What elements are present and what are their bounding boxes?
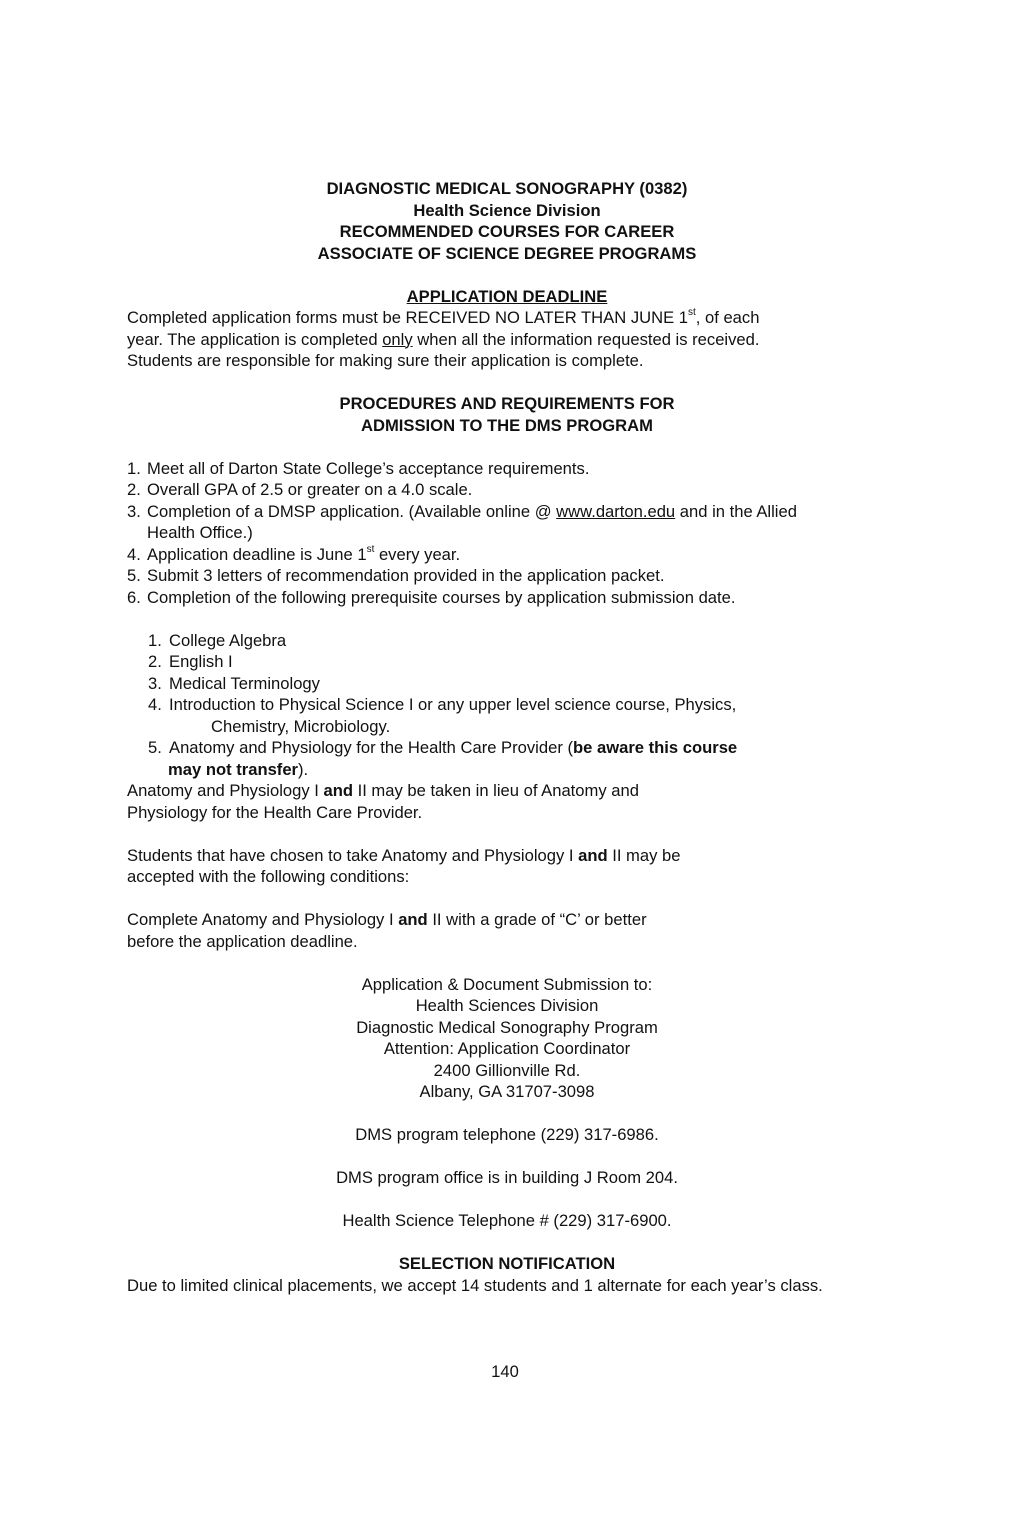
requirement-item: 2. Overall GPA of 2.5 or greater on a 4.0 scale. bbox=[127, 480, 473, 499]
grade-requirement: before the application deadline. bbox=[127, 931, 358, 951]
darton-link[interactable]: www.darton.edu bbox=[556, 501, 676, 521]
address-line: Attention: Application Coordinator bbox=[383, 1039, 631, 1058]
document-title: DIAGNOSTIC MEDICAL SONOGRAPHY (0382) bbox=[326, 179, 688, 198]
dms-phone: DMS program telephone (229) 317-6986. bbox=[355, 1125, 659, 1144]
selection-heading: SELECTION NOTIFICATION bbox=[398, 1254, 616, 1273]
requirement-item: 1. Meet all of Darton State College’s acceptance requirements. bbox=[127, 458, 590, 478]
address-line: 2400 Gillionville Rd. bbox=[433, 1060, 581, 1080]
lieu-note: Physiology for the Health Care Provider. bbox=[127, 802, 423, 822]
address-line: Albany, GA 31707-3098 bbox=[419, 1082, 595, 1101]
selection-text: Due to limited clinical placements, we accept 14 students and 1 alternate for each year’s class. bbox=[127, 1275, 823, 1295]
conditions-note: Students that have chosen to take Anatomy and Physiology I and II may be bbox=[127, 845, 681, 865]
address-line: Application & Document Submission to: bbox=[361, 974, 653, 994]
deadline-heading: APPLICATION DEADLINE bbox=[406, 286, 608, 306]
requirement-item: 4. Application deadline is June 1st every year. bbox=[127, 543, 461, 564]
prerequisite-item: 5. Anatomy and Physiology for the Health Care Provider (be aware this course bbox=[148, 738, 738, 757]
document-page bbox=[127, 178, 887, 1296]
division-name: Health Science Division bbox=[413, 200, 601, 220]
prerequisite-item: 3. Medical Terminology bbox=[148, 673, 320, 693]
prerequisite-item-continuation: may not transfer). bbox=[168, 759, 309, 779]
subtitle-line: ASSOCIATE OF SCIENCE DEGREE PROGRAMS bbox=[317, 243, 697, 263]
address-line: Diagnostic Medical Sonography Program bbox=[356, 1017, 658, 1037]
deadline-line: Students are responsible for making sure their application is complete. bbox=[127, 351, 644, 370]
requirement-item-continuation: Health Office.) bbox=[147, 523, 253, 542]
prerequisite-item: 2. English I bbox=[148, 652, 233, 671]
prerequisite-list bbox=[127, 630, 887, 781]
subtitle-line: RECOMMENDED COURSES FOR CAREER bbox=[339, 222, 675, 241]
page-number: 140 bbox=[491, 1362, 519, 1381]
deadline-line: year. The application is completed only when all the information requested is received. bbox=[127, 329, 760, 349]
lieu-note: Anatomy and Physiology I and II may be taken in lieu of Anatomy and bbox=[127, 781, 639, 800]
dms-office: DMS program office is in building J Room 204. bbox=[336, 1168, 678, 1187]
requirement-item: 5. Submit 3 letters of recommendation provided in the application packet. bbox=[127, 566, 665, 585]
procedures-heading: ADMISSION TO THE DMS PROGRAM bbox=[361, 415, 653, 435]
requirement-item: 6. Completion of the following prerequisite courses by application submission date. bbox=[127, 587, 736, 607]
prerequisite-item: 1. College Algebra bbox=[148, 630, 287, 650]
deadline-line: Completed application forms must be RECEIVED NO LATER THAN JUNE 1st, of each bbox=[127, 307, 760, 327]
grade-requirement: Complete Anatomy and Physiology I and II with a grade of “C’ or better bbox=[127, 910, 647, 929]
requirement-item: 3. Completion of a DMSP application. (Available online @ www.darton.edu and in the Allied bbox=[127, 501, 797, 521]
health-science-phone: Health Science Telephone # (229) 317-6900. bbox=[342, 1211, 672, 1230]
prerequisite-item-continuation: Chemistry, Microbiology. bbox=[211, 716, 391, 736]
prerequisite-item: 4. Introduction to Physical Science I or any upper level science course, Physics, bbox=[148, 695, 737, 714]
conditions-note: accepted with the following conditions: bbox=[127, 867, 410, 886]
address-line: Health Sciences Division bbox=[415, 996, 599, 1015]
procedures-heading: PROCEDURES AND REQUIREMENTS FOR bbox=[339, 394, 675, 413]
